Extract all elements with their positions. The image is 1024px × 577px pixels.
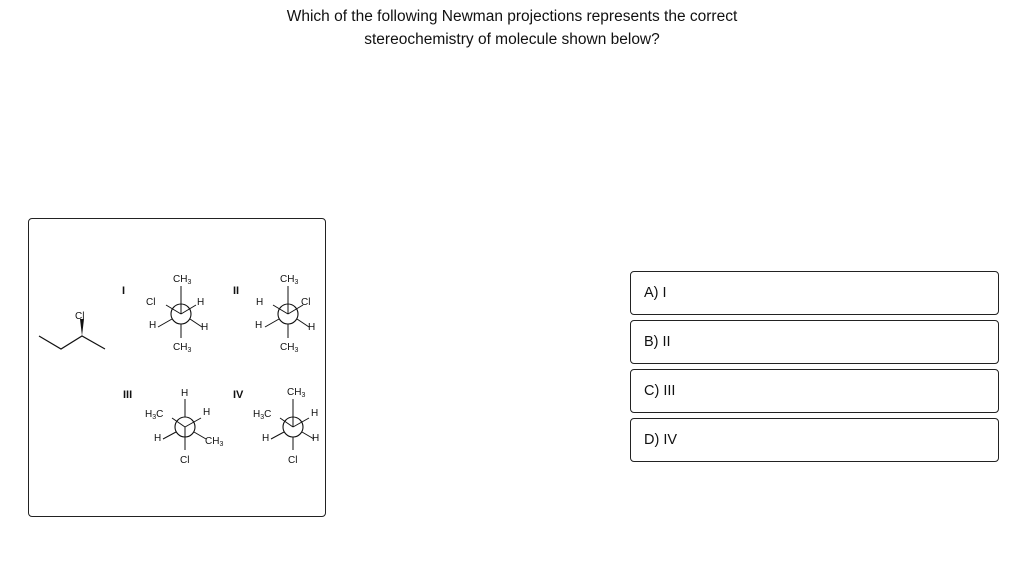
projection-numeral-i: I (122, 285, 126, 297)
proj-iv-lower-right: H (312, 433, 320, 444)
proj-iii-top-group: H (181, 388, 189, 399)
proj-i-top-group: $CH_3$ (173, 274, 192, 286)
newman-projections-figure (29, 219, 327, 518)
proj-ii-lower-right: H (308, 322, 316, 333)
option-d-button[interactable]: D) IV (630, 418, 999, 462)
proj-iv-lower-left: H (262, 433, 270, 444)
option-c-button[interactable]: C) III (630, 369, 999, 413)
proj-ii-top-group: $CH_3$ (280, 274, 299, 286)
proj-iii-upper-right: H (203, 407, 211, 418)
question-line-2: stereochemistry of molecule shown below? (364, 31, 660, 48)
proj-ii-upper-left: H (256, 297, 264, 308)
proj-ii-upper-right: Cl (301, 297, 311, 308)
newman-projection-ii (233, 274, 315, 354)
proj-iv-upper-left-group: $H_3C$ (253, 409, 272, 421)
projection-numeral-iii: III (123, 389, 133, 401)
proj-iii-lower-right-group: $CH_3$ (205, 436, 224, 448)
projection-numeral-iv: IV (233, 389, 244, 401)
proj-i-lower-left: H (149, 320, 157, 331)
proj-iii-upper-left-group: $H_3C$ (145, 409, 164, 421)
question-text (0, 5, 1024, 51)
molecule-cl-label: Cl (75, 311, 85, 322)
skeletal-molecule (39, 311, 105, 349)
newman-projection-iv (233, 387, 319, 466)
proj-iii-lower-left: H (154, 433, 162, 444)
newman-projection-i (122, 274, 208, 354)
proj-i-upper-right: H (197, 297, 205, 308)
option-a-button[interactable]: A) I (630, 271, 999, 315)
proj-iii-bottom: Cl (180, 455, 190, 466)
newman-projection-iii (123, 388, 223, 466)
proj-ii-bottom-group: $CH_3$ (280, 342, 299, 354)
proj-iv-bottom: Cl (288, 455, 298, 466)
answer-options (630, 271, 999, 467)
proj-i-bottom-group: $CH_3$ (173, 342, 192, 354)
proj-i-lower-right: H (201, 322, 209, 333)
option-b-button[interactable]: B) II (630, 320, 999, 364)
projection-numeral-ii: II (233, 285, 240, 297)
proj-i-upper-left: Cl (146, 297, 156, 308)
molecule-figure-panel (28, 218, 326, 517)
proj-ii-lower-left: H (255, 320, 263, 331)
proj-iv-upper-right: H (311, 408, 319, 419)
question-line-1: Which of the following Newman projections represents the correct (286, 8, 738, 25)
proj-iv-top-group: $CH_3$ (287, 387, 306, 399)
